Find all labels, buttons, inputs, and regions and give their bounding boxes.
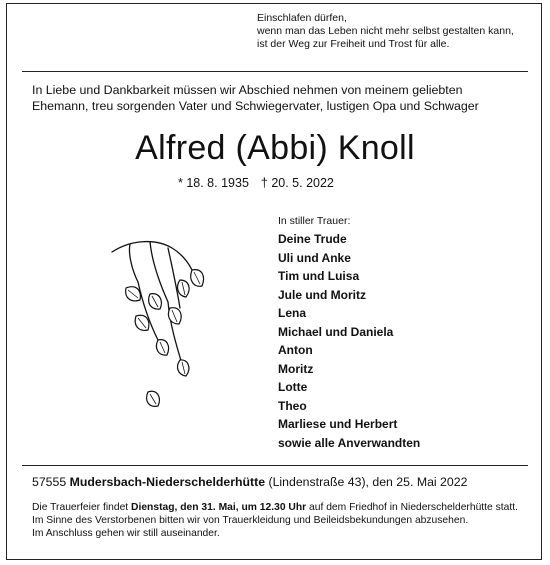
- death-date: † 20. 5. 2022: [260, 176, 334, 190]
- address-and-date: (Lindenstraße 43), den 25. Mai 2022: [268, 475, 468, 489]
- mourner-list: [278, 230, 420, 452]
- town-name: Mudersbach-Niederschelderhütte: [69, 475, 266, 489]
- top-divider: [22, 71, 528, 72]
- mourner-name: Marliese und Herbert: [278, 417, 398, 431]
- poem-line: ist der Weg zur Freiheit und Trost für alle.: [257, 38, 450, 50]
- zip-code: 57555: [32, 475, 67, 489]
- deceased-name: Alfred (Abbi) Knoll: [135, 129, 415, 167]
- mourner-name: Anton: [278, 343, 313, 357]
- mourner-name: Jule und Moritz: [278, 287, 366, 302]
- mourner-name: Deine Trude: [278, 232, 347, 246]
- bottom-divider: [22, 465, 528, 466]
- service-date-time: Dienstag, den 31. Mai, um 12.30 Uhr: [131, 502, 307, 513]
- mourner-name: Lena: [278, 306, 307, 320]
- funeral-notice: [32, 501, 532, 540]
- intro-text: [32, 82, 522, 114]
- place-and-date: [32, 474, 467, 490]
- life-dates: [178, 175, 334, 191]
- mourning-label: In stiller Trauer:: [278, 215, 351, 227]
- falling-leaves-branch-icon: [110, 232, 210, 422]
- birth-date: * 18. 8. 1935: [178, 176, 249, 190]
- notice-text: Die Trauerfeier findet: [32, 502, 129, 513]
- notice-text: auf dem Friedhof in Niederschelderhütte statt.: [309, 502, 518, 513]
- mourner-name: sowie alle Anverwandten: [278, 435, 421, 450]
- mourner-name: Lotte: [278, 380, 308, 394]
- mourner-name: Uli und Anke: [278, 250, 351, 265]
- mourner-name: Michael und Daniela: [278, 324, 394, 339]
- notice-line-1: [32, 501, 532, 514]
- intro-line: In Liebe und Dankbarkeit müssen wir Abschied nehmen von meinem geliebten: [32, 83, 463, 97]
- mourner-name: Tim und Luisa: [278, 269, 360, 283]
- notice-line-3: Im Anschluss gehen wir still auseinander.: [32, 528, 220, 539]
- poem-line: Einschlafen dürfen,: [257, 12, 347, 24]
- notice-line-2: Im Sinne des Verstorbenen bitten wir von Trauerkleidung und Beileidsbekundungen abzusehen.: [32, 515, 469, 526]
- poem-line: wenn man das Leben nicht mehr selbst gestalten kann,: [257, 25, 514, 37]
- intro-line: Ehemann, treu sorgenden Vater und Schwiegervater, lustigen Opa und Schwager: [32, 99, 479, 113]
- poem: [257, 12, 527, 51]
- mourner-name: Theo: [278, 398, 307, 413]
- mourner-name: Moritz: [278, 361, 314, 376]
